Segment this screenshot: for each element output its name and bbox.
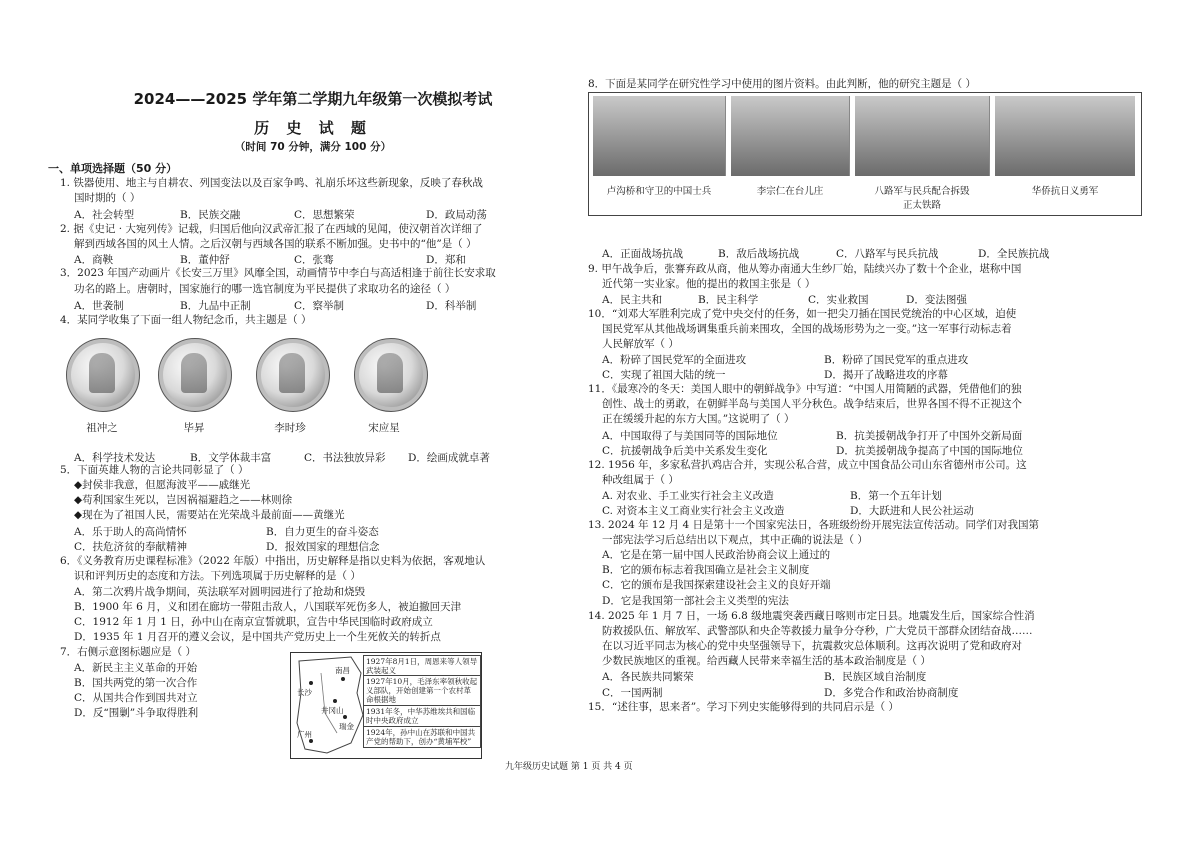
map-note: 1927年10月，毛泽东率领秋收起义部队，开始创建第一个农村革命根据地 [363, 675, 481, 706]
q10-option-c[interactable]: C．实现了祖国大陆的统一 [602, 369, 726, 381]
q5-quote: ◆苟利国家生死以，岂因祸福避趋之——林则徐 [74, 494, 293, 506]
q8-option-c[interactable]: C．八路军与民兵抗战 [836, 248, 939, 260]
map-note: 1927年8月1日，周恩来等人领导武装起义 [363, 655, 481, 677]
q12-option-b[interactable]: B．第一个五年计划 [850, 490, 942, 502]
q3-option-c[interactable]: C．察举制 [294, 300, 345, 312]
exam-title: 2024——2025 学年第二学期九年级第一次模拟考试 [133, 90, 493, 108]
question-3-stem-cont: 功名的路上。唐朝时，国家施行的哪一选官制度为平民提供了求取功名的途径（ ） [74, 283, 456, 295]
q7-option-d[interactable]: D．反“围剿”斗争取得胜利 [74, 707, 199, 719]
q5-option-c[interactable]: C．扶危济贫的奉献精神 [74, 541, 188, 553]
q3-option-b[interactable]: B．九品中正制 [180, 300, 251, 312]
photo-caption: 李宗仁在台儿庄 [756, 186, 824, 197]
photo-caption: 卢沟桥和守卫的中国士兵 [606, 186, 712, 197]
q1-option-a[interactable]: A．社会转型 [74, 209, 135, 221]
page-footer: 九年级历史试题 第 1 页 共 4 页 [505, 762, 633, 772]
q9-option-a[interactable]: A．民主共和 [602, 294, 663, 306]
question-15-stem: 15．“述往事，思来者”。学习下列史实能够得到的共同启示是（ ） [588, 701, 899, 713]
question-14-stem-cont: 少数民族地区的重视。给西藏人民带来幸福生活的基本政治制度是（ ） [602, 655, 931, 667]
q11-option-a[interactable]: A．中国取得了与美国同等的国际地位 [602, 430, 778, 442]
q4-option-c[interactable]: C．书法独放异彩 [304, 452, 386, 464]
question-12-stem: 12. 1956 年，多家私营扒鸡店合并，实现公私合营，成立中国食品公司山东省德州市公司。这 [588, 459, 1027, 471]
question-4-stem: 4．某同学收集了下面一组人物纪念币，共主题是（ ） [60, 314, 312, 326]
q13-option-a[interactable]: A．它是在第一届中国人民政治协商会议上通过的 [602, 549, 831, 561]
question-13-stem: 13. 2024 年 12 月 4 日是第十一个国家宪法日，各班级纷纷开展宪法宣传活动。同学们对我国第 [588, 519, 1039, 531]
question-3-stem: 3．2023 年国产动画片《长安三万里》风靡全国，动画情节中李白与高适相逢于前往长安求取 [60, 267, 496, 279]
q13-option-b[interactable]: B．它的颁布标志着我国确立是社会主义制度 [602, 564, 810, 576]
photo-lugou-bridge [593, 96, 726, 176]
commemorative-coin-image [256, 338, 330, 412]
q7-option-a[interactable]: A．新民主主义革命的开始 [74, 662, 198, 674]
q12-option-d[interactable]: D．大跃进和人民公社运动 [850, 505, 974, 517]
q7-option-c[interactable]: C．从国共合作到国共对立 [74, 692, 198, 704]
question-1-stem: 1. 铁器使用、地主与自耕农、列国变法以及百家争鸣、礼崩乐坏这些新现象，反映了春秋战 [60, 177, 483, 189]
q12-option-c[interactable]: C. 对资本主义工商业实行社会主义改造 [602, 505, 785, 517]
commemorative-coin-image [158, 338, 232, 412]
q2-option-d[interactable]: D．郑和 [426, 254, 466, 266]
q9-option-b[interactable]: B．民主科学 [698, 294, 759, 306]
q8-option-a[interactable]: A．正面战场抗战 [602, 248, 684, 260]
q13-option-c[interactable]: C．它的颁布是我国探索建设社会主义的良好开端 [602, 579, 831, 591]
photo-railway [855, 96, 990, 176]
q6-option-b[interactable]: B．1900 年 6 月，义和团在廊坊一带阻击敌人，八国联军死伤多人，被迫撤回天津 [74, 601, 462, 613]
question-9-stem-cont: 近代第一实业家。他的提出的救国主张是（ ） [602, 278, 816, 290]
commemorative-coin-image [66, 338, 140, 412]
map-label-guangzhou: 广州 [297, 730, 312, 739]
question-7-stem: 7．右侧示意图标题应是（ ） [60, 646, 197, 658]
q1-option-c[interactable]: C．思想繁荣 [294, 209, 355, 221]
map-note: 1931年冬，中华苏维埃共和国临时中央政府成立 [363, 705, 481, 727]
q4-option-a[interactable]: A．科学技术发达 [74, 452, 156, 464]
exam-meta: （时间 70 分钟，满分 100 分） [234, 141, 392, 153]
coin-caption: 祖冲之 [86, 422, 118, 434]
q1-option-d[interactable]: D．政局动荡 [426, 209, 487, 221]
question-10-stem-cont: 人民解放军（ ） [602, 338, 679, 350]
question-6-stem-cont: 识和评判历史的态度和方法。下列选项属于历史解释的是（ ） [74, 570, 361, 582]
q2-option-a[interactable]: A．商鞅 [74, 254, 114, 266]
photo-caption: 八路军与民兵配合拆毁 [874, 186, 970, 197]
q10-option-a[interactable]: A．粉碎了国民党军的全面进攻 [602, 354, 747, 366]
question-2-stem-cont: 解到西域各国的风土人情。之后汉朝与西域各国的联系不断加强。史书中的“他”是（ ） [74, 238, 477, 250]
q2-option-c[interactable]: C．张骞 [294, 254, 334, 266]
revolution-map [290, 652, 482, 759]
question-14-stem-cont: 在以习近平同志为核心的党中央坚强领导下，抗震救灾总体顺利。这再次说明了党和政府对 [602, 640, 1022, 652]
question-13-stem-cont: 一部宪法学习后总结出以下观点，其中正确的说法是（ ） [602, 534, 868, 546]
question-1-stem-cont: 国时期的（ ） [74, 192, 141, 204]
question-9-stem: 9. 甲午战争后，张謇弃政从商，他从筹办南通大生纱厂始，陆续兴办了数十个企业，堪称中国 [588, 263, 1022, 275]
coin-caption: 毕昇 [183, 422, 205, 434]
q4-option-d[interactable]: D．绘画成就卓著 [408, 452, 490, 464]
q11-option-b[interactable]: B．抗美援朝战争打开了中国外交新局面 [836, 430, 1023, 442]
question-12-stem-cont: 种改组属于（ ） [602, 474, 679, 486]
question-2-stem: 2. 据《史记 · 大宛列传》记载，归国后他向汉武帝汇报了在西域的见闻，使汉朝首次详细了 [60, 223, 483, 235]
q5-quote: ◆现在为了祖国人民，需要站在光荣战斗最前面——黄继光 [74, 509, 345, 521]
question-8-stem: 8．下面是某同学在研究性学习中使用的图片资料。由此判断，他的研究主题是（ ） [588, 78, 977, 90]
question-14-stem-cont: 防救援队伍、解放军、武警部队和央企等救援力量争分夺秒，广大党员干部群众团结奋战…… [602, 625, 1033, 637]
map-note: 1924年，孙中山在苏联和中国共产党的帮助下，创办“黄埔军校” [363, 726, 481, 748]
photo-taierzhuang [731, 96, 850, 176]
map-label-ruijin: 瑞金 [339, 722, 354, 731]
q5-option-b[interactable]: B．自力更生的奋斗姿态 [266, 526, 379, 538]
photo-strip [588, 92, 1142, 216]
map-label-nanchang: 南昌 [335, 666, 350, 675]
question-6-stem: 6．《义务教育历史课程标准》（2022 年版）中指出，历史解释是指以史料为依据，客观地认 [60, 555, 486, 567]
q3-option-a[interactable]: A．世袭制 [74, 300, 124, 312]
question-11-stem-cont: 正在缓缓升起的东方大国。”这说明了（ ） [602, 413, 795, 425]
q8-option-b[interactable]: B．敌后战场抗战 [718, 248, 800, 260]
coin-caption: 李时珍 [274, 422, 306, 434]
photo-caption: 正太铁路 [902, 200, 941, 211]
q14-option-a[interactable]: A．各民族共同繁荣 [602, 671, 694, 683]
q14-option-b[interactable]: B．民族区域自治制度 [824, 671, 927, 683]
q10-option-b[interactable]: B．粉碎了国民党军的重点进攻 [824, 354, 969, 366]
q14-option-c[interactable]: C．一国两制 [602, 687, 663, 699]
q7-option-b[interactable]: B．国共两党的第一次合作 [74, 677, 198, 689]
q11-option-c[interactable]: C．抗援朝战争后美中关系发生变化 [602, 445, 768, 457]
q5-option-d[interactable]: D．报效国家的理想信念 [266, 541, 380, 553]
q12-option-a[interactable]: A. 对农业、手工业实行社会主义改造 [602, 490, 774, 502]
question-11-stem: 11．《最寒冷的冬天：美国人眼中的朝鲜战争》中写道：“中国人用简陋的武器，凭借他们的独 [588, 383, 1022, 395]
q13-option-d[interactable]: D．它是我国第一部社会主义类型的宪法 [602, 595, 789, 607]
question-11-stem-cont: 创性、战士的勇敢，在朝鲜半岛与美国人平分秋色。战争结束后，世界各国不得不正视这个 [602, 398, 1022, 410]
q10-option-d[interactable]: D．揭开了战略进攻的序幕 [824, 369, 948, 381]
q3-option-d[interactable]: D．科举制 [426, 300, 477, 312]
section-heading: 一、单项选择题（50 分） [48, 162, 178, 175]
photo-caption: 华侨抗日义勇军 [1031, 186, 1099, 197]
subject-title: 历 史 试 题 [254, 119, 372, 137]
q6-option-a[interactable]: A．第二次鸦片战争期间，英法联军对圆明园进行了抢劫和烧毁 [74, 586, 366, 598]
question-10-stem: 10．“刘邓大军胜利完成了党中央交付的任务，如一把尖刀插在国民党统治的中心区域，迫使 [588, 308, 1017, 320]
q8-option-d[interactable]: D．全民族抗战 [978, 248, 1050, 260]
commemorative-coin-image [354, 338, 428, 412]
q4-option-b[interactable]: B．文学体裁丰富 [190, 452, 272, 464]
q6-option-c[interactable]: C．1912 年 1 月 1 日，孙中山在南京宣誓就职，宣告中华民国临时政府成立 [74, 616, 433, 628]
q5-quote: ◆封侯非我意，但愿海波平——戚继光 [74, 479, 251, 491]
question-10-stem-cont: 国民党军从其他战场调集重兵前来围攻，全国的战场形势为之一变。”这一军事行动标志着 [602, 323, 1012, 335]
coin-caption: 宋应星 [368, 422, 400, 434]
q5-option-a[interactable]: A．乐于助人的高尚情怀 [74, 526, 187, 538]
map-label-changsha: 长沙 [297, 688, 312, 697]
q11-option-d[interactable]: D．抗美援朝战争提高了中国的国际地位 [836, 445, 1023, 457]
q6-option-d[interactable]: D．1935 年 1 月召开的遵义会议，是中国共产党历史上一个生死攸关的转折点 [74, 631, 441, 643]
q14-option-d[interactable]: D．多党合作和政治协商制度 [824, 687, 959, 699]
question-14-stem: 14. 2025 年 1 月 7 日，一场 6.8 级地震突袭西藏日喀则市定日县。地震发生后，国家综合性消 [588, 610, 1035, 622]
q9-option-c[interactable]: C．实业救国 [808, 294, 869, 306]
q9-option-d[interactable]: D．变法图强 [906, 294, 967, 306]
q2-option-b[interactable]: B．董仲舒 [180, 254, 230, 266]
map-label-jinggangshan: 井冈山 [321, 706, 344, 715]
photo-volunteers [995, 96, 1135, 176]
q1-option-b[interactable]: B．民族交融 [180, 209, 241, 221]
question-5-stem: 5．下面英雄人物的言论共同彰显了（ ） [60, 464, 249, 476]
